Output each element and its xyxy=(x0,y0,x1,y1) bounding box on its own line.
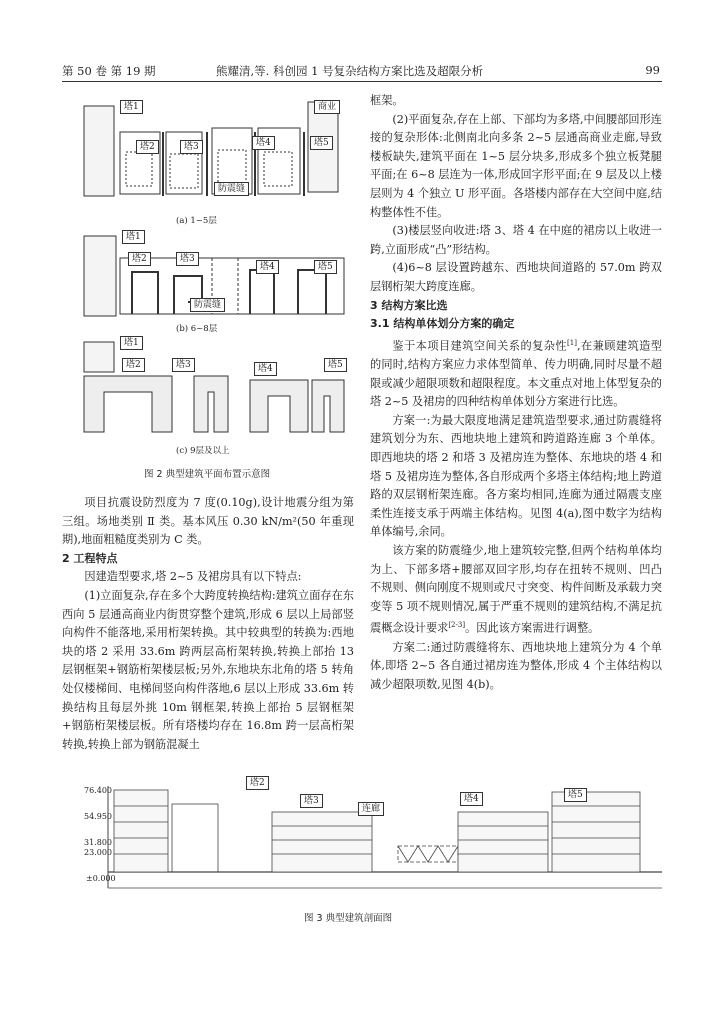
label-tower1-a: 塔1 xyxy=(120,100,143,114)
paragraph-method xyxy=(370,334,662,412)
paragraph-feature-1: (1)立面复杂,存在多个大跨度转换结构:建筑立面存在东西向 5 层通高商业内街贯穿整个建筑,形成 6 层以上局部竖向构件不能落地,采用桁架转换。其中较典型的转换为:西地块的塔 2 采用 33.6m 跨两层高桁架转换,转换上部抬 13 层钢框架+钢筋桁架楼层板;另外,东地块东北角的塔 5 转角处仅楼梯间、电梯间竖向构件落地,6 层以上形成 33.6m 转换结构且每层外挑 10m 钢框架,转换上部抬 5 层钢框架+钢筋桁架楼层板。所有塔楼均存在 16.8m 跨一层高桁架转换,转换上部为钢筋混凝土 xyxy=(62,588,354,751)
section-label-tower5: 塔5 xyxy=(564,788,587,802)
label-tower3-b: 塔3 xyxy=(176,252,199,266)
label-tower3-c: 塔3 xyxy=(172,358,195,372)
label-tower2-a: 塔2 xyxy=(136,140,159,154)
label-seismic-joint-b: 防震缝 xyxy=(190,298,225,312)
section-label-tower2: 塔2 xyxy=(246,776,269,790)
paragraph-scheme-1-eval-a: 该方案的防震缝少,地上建筑较完整,但两个结构单体均为上、下部多塔+腰部双回字形,均存在扭转不规则、凹凸不规则、侧向刚度不规则或尺寸突变、构件间断及承载力突变等 5 项不规则情况,属于严重不规则的建筑结构,不满足抗震概念设计要求 xyxy=(370,543,662,636)
figure-2-caption: 图 2 典型建筑平面布置示意图 xyxy=(144,469,271,480)
paragraph-feature-4: (4)6~8 层设置跨越东、西地块间道路的 57.0m 跨双层钢桁架大跨度连廊。 xyxy=(370,261,662,293)
elevation-54950: 54.950 xyxy=(84,812,112,821)
journal-volume: 第 50 卷 第 19 期 xyxy=(62,64,156,78)
paragraph-scheme-1-eval-b: 。因此该方案需进行调整。 xyxy=(465,622,600,636)
section-3-heading: 3 结构方案比选 xyxy=(370,298,448,312)
paragraph-continued: 框架。 xyxy=(370,94,404,107)
citation-2-3: [2-3] xyxy=(448,621,466,630)
label-commercial-a: 商业 xyxy=(314,100,340,114)
label-tower1-b: 塔1 xyxy=(122,230,145,244)
elevation-76400: 76.400 xyxy=(84,786,112,795)
label-seismic-joint-a: 防震缝 xyxy=(214,182,249,196)
section-2-heading: 2 工程特点 xyxy=(62,551,118,565)
paragraph-scheme-1-eval xyxy=(370,542,662,639)
paragraph-scheme-2: 方案二:通过防震缝将东、西地块地上建筑分为 4 个单体,即塔 2~5 各自通过裙房连为整体,形成 4 个主体结构以减少超限项数,见图 4(b)。 xyxy=(370,640,662,691)
paragraph-scheme-1: 方案一:为最大限度地满足建筑造型要求,通过防震缝将建筑划分为东、西地块地上建筑和跨道路连廊 3 个单体。即西地块的塔 2 和塔 3 及裙房连为整体、东地块的塔 4 和塔 5 及裙房连为整体,各自形成两个多塔主体结构;地上跨道路的双层钢桁架连廊。各方案均相同,连廊为通过隔震支座柔性连接支承于两端主体结构。见图 4(a),图中数字为结构单体编号,余同。 xyxy=(370,413,662,539)
label-tower4-c: 塔4 xyxy=(254,362,277,376)
label-tower1-c: 塔1 xyxy=(120,336,143,350)
paragraph-features-intro: 因建造型要求,塔 2~5 及裙房具有以下特点: xyxy=(84,570,302,584)
subcaption-c: (c) 9层及以上 xyxy=(176,446,230,456)
floor-plan-a xyxy=(62,92,354,212)
label-tower5-a: 塔5 xyxy=(310,136,333,150)
label-tower4-b: 塔4 xyxy=(256,260,279,274)
paragraph-method-b: ,在兼顾建筑造型的同时,结构方案应力求体型简单、传力明确,同时尽量不超限或减少超限项数和超限程度。本文重点对地上体型复杂的塔 2~5 及裙房的四种结构单体划分方案进行比选。 xyxy=(370,339,662,409)
citation-1: [1] xyxy=(567,338,577,347)
paragraph-feature-3: (3)楼层竖向收进:塔 3、塔 4 在中庭的裙房以上收进一跨,立面形成“凸”形结构。 xyxy=(370,224,662,256)
paragraph-feature-2: (2)平面复杂,存在上部、下部均为多塔,中间腰部回形连接的复杂形体:北侧南北向多条 2~5 层通高商业走廊,导致楼板缺失,建筑平面在 1~5 层分块多,形成多个独立板凳腿平面;在 6~8 层连为一体,形成回字形平面;在 9 层及以上楼层则为 4 个独立 U 形平面。各塔楼内部存在大空间中庭,结构整体性不佳。 xyxy=(370,112,662,219)
floor-plan-c xyxy=(62,340,354,436)
paragraph-seismic: 项目抗震设防烈度为 7 度(0.10g),设计地震分组为第三组。场地类别 Ⅱ 类。基本风压 0.30 kN/m²(50 年重现期),地面粗糙度类别为 C 类。 xyxy=(62,496,354,547)
left-column xyxy=(62,494,354,754)
label-tower3-a: 塔3 xyxy=(180,140,203,154)
elevation-23000: 23.000 xyxy=(84,848,112,857)
figure-3-caption: 图 3 典型建筑剖面图 xyxy=(304,913,393,924)
label-tower2-c: 塔2 xyxy=(122,358,145,372)
elevation-31800: 31.800 xyxy=(84,838,112,847)
label-tower5-b: 塔5 xyxy=(314,260,337,274)
paragraph-method-a: 鉴于本项目建筑空间关系的复杂性 xyxy=(392,339,568,353)
label-tower5-c: 塔5 xyxy=(324,358,347,372)
page-number: 99 xyxy=(645,63,660,77)
section-label-tower3: 塔3 xyxy=(300,794,323,808)
figure-2 xyxy=(62,92,354,482)
section-3-1-heading: 3.1 结构单体划分方案的确定 xyxy=(370,317,515,331)
right-column xyxy=(370,92,662,694)
article-title: 熊耀清,等. 科创园 1 号复杂结构方案比选及超限分析 xyxy=(216,64,484,78)
subcaption-b: (b) 6~8层 xyxy=(176,324,218,334)
elevation-zero: ±0.000 xyxy=(86,874,116,883)
figure-3 xyxy=(62,776,662,926)
section-label-tower4: 塔4 xyxy=(460,792,483,806)
running-header xyxy=(62,60,662,82)
label-tower4-a: 塔4 xyxy=(252,136,275,150)
label-tower2-b: 塔2 xyxy=(128,252,151,266)
section-label-corridor: 连廊 xyxy=(358,802,384,816)
subcaption-a: (a) 1~5层 xyxy=(176,216,217,226)
